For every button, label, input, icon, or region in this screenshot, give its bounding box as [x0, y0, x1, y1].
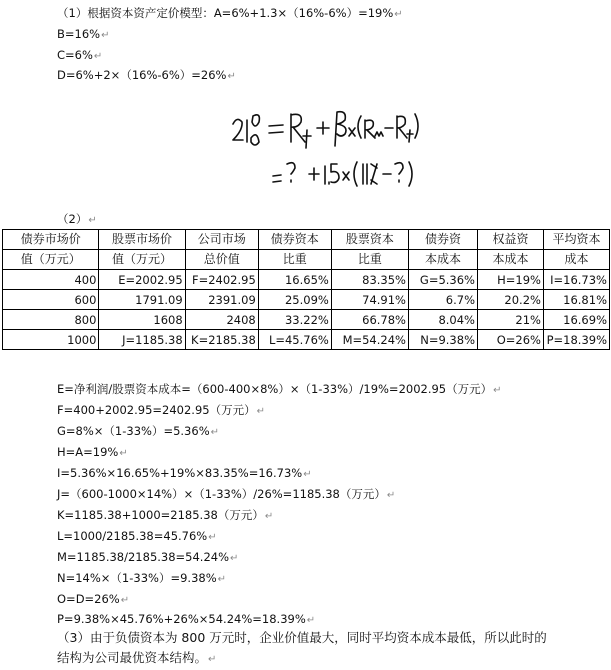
header-cell: 债券资本: [258, 230, 331, 250]
header-cell: 权益资: [478, 230, 544, 250]
header-cell: 比重: [331, 250, 408, 270]
conclusion-line-2: 结构为公司最优资本结构。↵: [57, 650, 217, 665]
hand-equals-2: [273, 175, 281, 182]
table-cell: 2408: [185, 310, 258, 330]
calc-line: P=9.38%×45.76%+26%×54.24%=18.39%↵: [57, 612, 316, 626]
part2-label: （2）↵: [57, 212, 97, 226]
table-header-row-1: [3, 230, 610, 250]
calc-line: E=净利润/股票资本成本=（600-400×8%）×（1-33%）/19%=2002.95（万元）↵: [57, 382, 502, 396]
table-cell: 800: [3, 310, 99, 330]
header-cell: 股票市场价: [99, 230, 185, 250]
table-cell: 8.04%: [408, 310, 477, 330]
hand-1-point: [325, 166, 329, 184]
table-cell: I=16.73%: [543, 270, 609, 290]
header-cell: 总价值: [185, 250, 258, 270]
table-cell: 2391.09: [185, 290, 258, 310]
table-cell: 21%: [478, 310, 544, 330]
table-header-row-2: [3, 250, 610, 270]
hand-R: [291, 114, 305, 142]
hand-plus: [317, 122, 329, 134]
table-cell: 1608: [99, 310, 185, 330]
calc-line: J=（600-1000×14%）×（1-33%）/26%=1185.38（万元）↵: [57, 487, 396, 501]
intro-line-4: D=6%+2×（16%-6%）=26%↵: [57, 68, 236, 82]
table-cell: 16.65%: [258, 270, 331, 290]
hand-f: [303, 130, 311, 148]
calc-line: K=1185.38+1000=2185.38（万元）↵: [57, 508, 274, 522]
table-cell: 16.81%: [543, 290, 609, 310]
table-cell: 33.22%: [258, 310, 331, 330]
header-cell: 平均资本: [543, 230, 609, 250]
hand-paren-open-2: [354, 162, 357, 186]
hand-f2: [407, 130, 413, 142]
intro-line-2: B=16%↵: [57, 27, 110, 41]
calc-line: G=8%×（1-33%）=5.36%↵: [57, 424, 220, 438]
hand-times-2: [343, 172, 349, 180]
calc-line: O=D=26%↵: [57, 592, 130, 606]
table-cell: O=26%: [478, 330, 544, 350]
calc-line: M=1185.38/2185.38=54.24%↵: [57, 550, 239, 564]
table-cell: H=19%: [478, 270, 544, 290]
conclusion-line-1: （3）由于负债资本为 800 万元时，企业价值最大，同时平均资本成本最低，所以此时的: [57, 630, 547, 645]
calc-line: N=14%×（1-33%）=9.38%↵: [57, 571, 227, 585]
hand-question: [287, 163, 295, 182]
header-cell: 值（万元）: [3, 250, 99, 270]
table-cell: 1000: [3, 330, 99, 350]
hand-percent-bottom: [251, 135, 259, 145]
table-row: [3, 310, 610, 330]
hand-paren-open: [358, 116, 361, 138]
header-cell: 本成本: [478, 250, 544, 270]
header-cell: 债券市场价: [3, 230, 99, 250]
hand-plus-2: [309, 168, 319, 180]
table-cell: 6.7%: [408, 290, 477, 310]
table-cell: 400: [3, 270, 99, 290]
intro-line-1: （1）根据资本资产定价模型：A=6%+1.3×（16%-6%）=19%↵: [57, 6, 403, 20]
table-cell: F=2402.95: [185, 270, 258, 290]
header-cell: 成本: [543, 250, 609, 270]
intro-line-3: C=6%↵: [57, 48, 103, 62]
calc-line: L=1000/2185.38=45.76%↵: [57, 529, 217, 543]
table-cell: 66.78%: [331, 310, 408, 330]
header-cell: 本成本: [408, 250, 477, 270]
table-cell: 1791.09: [99, 290, 185, 310]
table-cell: G=5.36%: [408, 270, 477, 290]
table-cell: 600: [3, 290, 99, 310]
header-cell: 债券资: [408, 230, 477, 250]
table-cell: M=54.24%: [331, 330, 408, 350]
calc-line: F=400+2002.95=2402.95（万元）↵: [57, 403, 265, 417]
table-row: [3, 330, 610, 350]
hand-paren-close: [415, 114, 418, 138]
calc-line: H=A=19%↵: [57, 445, 128, 459]
hand-percent-top: [252, 115, 259, 126]
table-row: [3, 290, 610, 310]
table-cell: E=2002.95: [99, 270, 185, 290]
hand-11: [363, 164, 367, 184]
hand-paren-close-2: [409, 162, 412, 186]
hand-times: [349, 128, 355, 136]
hand-5: [331, 164, 339, 183]
hand-digit-2: [233, 119, 243, 140]
hand-equals: [269, 125, 283, 133]
handwritten-note: [225, 102, 425, 197]
table-cell: 83.35%: [331, 270, 408, 290]
hand-beta: [335, 112, 346, 146]
table-cell: L=45.76%: [258, 330, 331, 350]
table-cell: 25.09%: [258, 290, 331, 310]
table-cell: 74.91%: [331, 290, 408, 310]
header-cell: 股票资本: [331, 230, 408, 250]
hand-percent-2: [371, 164, 377, 184]
header-cell: 公司市场: [185, 230, 258, 250]
table-cell: 16.69%: [543, 310, 609, 330]
hand-R3: [397, 116, 407, 138]
hand-R2: [365, 120, 375, 138]
hand-m: [375, 132, 383, 136]
table-cell: J=1185.38: [99, 330, 185, 350]
table-cell: K=2185.38: [185, 330, 258, 350]
header-cell: 比重: [258, 250, 331, 270]
table-cell: 20.2%: [478, 290, 544, 310]
table-cell: P=18.39%: [543, 330, 609, 350]
hand-question-2: [395, 163, 403, 182]
table-row: [3, 270, 610, 290]
table-cell: N=9.38%: [408, 330, 477, 350]
calc-line: I=5.36%×16.65%+19%×83.35%=16.73%↵: [57, 466, 312, 480]
header-cell: 值（万元）: [99, 250, 185, 270]
capital-structure-table: [2, 229, 610, 350]
